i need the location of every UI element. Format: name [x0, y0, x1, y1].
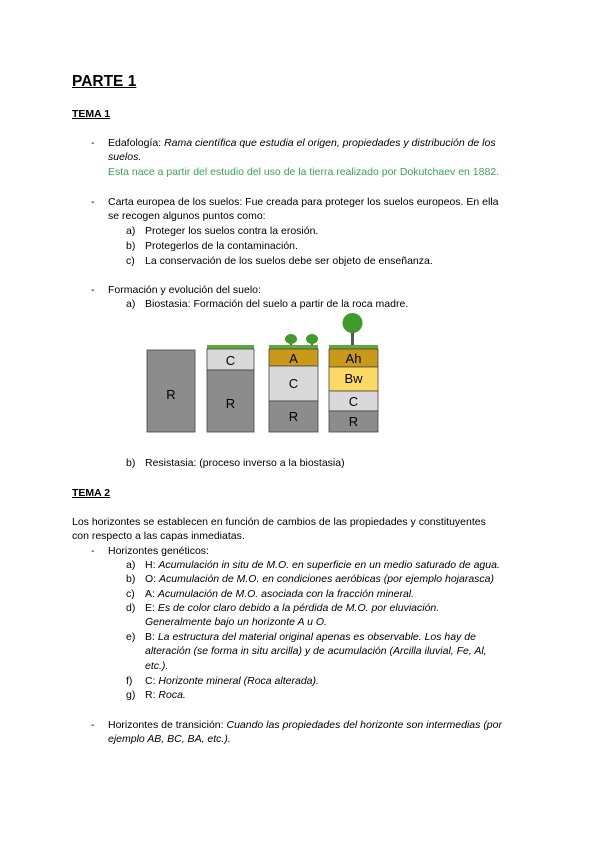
edafologia-definition	[108, 137, 496, 149]
horizon-desc: Acumulación de M.O. asociada con la fracción mineral.	[157, 588, 415, 600]
list-marker: a)	[126, 559, 136, 571]
bullet-dash: -	[91, 196, 95, 208]
list-marker: c)	[126, 255, 135, 267]
carta-line1: Carta europea de los suelos: Fue creada para proteger los suelos europeos. En ella	[108, 196, 499, 208]
list-marker: b)	[126, 240, 136, 252]
transition-def-line1: Cuando las propiedades del horizonte son intermedias (por	[226, 719, 502, 731]
transition-term: Horizontes de transición:	[108, 719, 224, 731]
horizon-label: A	[289, 351, 298, 366]
small-plant-icon	[306, 334, 318, 344]
list-marker: g)	[126, 689, 136, 701]
horizon-label: C	[348, 394, 359, 409]
horizon-label: R	[166, 387, 176, 402]
horizon-head: O:	[145, 573, 157, 585]
edafologia-term: Edafología:	[108, 137, 162, 149]
horizon-desc: Roca.	[158, 689, 186, 701]
grass-strip	[329, 345, 378, 349]
horizon-item-b	[145, 631, 476, 643]
formacion-title: Formación y evolución del suelo:	[108, 284, 261, 296]
horizon-item-a	[145, 588, 414, 600]
horizon-desc: Acumulación in situ de M.O. en superficie en un medio saturado de agua.	[158, 559, 500, 571]
carta-item: Protegerlos de la contaminación.	[145, 240, 298, 252]
transition-horizons	[108, 719, 502, 731]
genetic-horizons-title: Horizontes genéticos:	[108, 545, 209, 557]
grass-strip	[207, 345, 254, 349]
bullet-dash: -	[91, 137, 95, 149]
bullet-dash: -	[91, 545, 95, 557]
edafologia-def-line2: suelos.	[108, 151, 142, 163]
horizon-label: R	[225, 396, 236, 411]
resistasia-item: Resistasia: (proceso inverso a la biostasia)	[145, 457, 345, 469]
horizon-item-o	[145, 573, 494, 585]
horizon-head: R:	[145, 689, 156, 701]
small-plant-icon	[285, 334, 297, 344]
tema1-title: TEMA 1	[72, 108, 111, 120]
horizon-head: A:	[145, 588, 155, 600]
dokutchaev-note: Esta nace a partir del estudio del uso de la tierra realizado por Dokutchaev en 1882.	[108, 166, 500, 178]
horizon-desc: Acumulación de M.O. en condiciones aeróbicas (por ejemplo hojarasca)	[159, 573, 495, 585]
horizon-label: C	[288, 376, 299, 391]
tree-icon	[343, 313, 363, 333]
horizon-label: Bw	[344, 371, 363, 386]
horizon-item-h	[145, 559, 500, 571]
carta-item: Proteger los suelos contra la erosión.	[145, 225, 319, 237]
transition-def-line2: ejemplo AB, BC, BA, etc.).	[108, 733, 231, 745]
bullet-dash: -	[91, 719, 95, 731]
horizon-desc: Horizonte mineral (Roca alterada).	[158, 675, 319, 687]
list-marker: c)	[126, 588, 135, 600]
horizon-item-c	[145, 675, 319, 687]
list-marker: a)	[126, 225, 136, 237]
horizon-head: C:	[145, 675, 156, 687]
horizon-item-e	[145, 602, 439, 614]
horizon-desc: La estructura del material original apenas es observable. Los hay de	[157, 631, 476, 643]
horizon-desc-cont: alteración (se forma in situ arcilla) y de acumulación (Arcilla iluvial, Fe, Al,	[145, 645, 487, 657]
list-marker: f)	[126, 675, 133, 687]
horizon-label: C	[225, 353, 236, 368]
list-marker: e)	[126, 631, 136, 643]
horizon-head: H:	[145, 559, 156, 571]
horizon-desc-cont: etc.).	[145, 660, 169, 672]
tema2-title: TEMA 2	[72, 487, 111, 499]
part-title: PARTE 1	[72, 73, 137, 90]
list-marker: b)	[126, 457, 136, 469]
carta-line2: se recogen algunos puntos como:	[108, 210, 266, 222]
tema2-intro-line1: Los horizontes se establecen en función de cambios de las propiedades y constituyentes	[72, 516, 486, 528]
horizon-head: B:	[145, 631, 155, 643]
soil-profile-diagram	[140, 310, 390, 435]
horizon-head: E:	[145, 602, 155, 614]
biostasia-item: Biostasia: Formación del suelo a partir de la roca madre.	[145, 298, 409, 310]
edafologia-def-line1: Rama científica que estudia el origen, propiedades y distribución de los	[164, 137, 496, 149]
list-marker: d)	[126, 602, 136, 614]
horizon-desc: Es de color claro debido a la pérdida de M.O. por eluviación.	[157, 602, 440, 614]
horizon-label: Ah	[345, 351, 362, 366]
list-marker: a)	[126, 298, 136, 310]
bullet-dash: -	[91, 284, 95, 296]
carta-item: La conservación de los suelos debe ser objeto de enseñanza.	[145, 255, 433, 267]
list-marker: b)	[126, 573, 136, 585]
horizon-label: R	[288, 409, 299, 424]
grass-strip	[269, 345, 318, 349]
tema2-intro-line2: con respecto a las capas inmediatas.	[72, 530, 245, 542]
horizon-label: R	[348, 414, 359, 429]
horizon-item-r	[145, 689, 186, 701]
horizon-desc-cont: Generalmente bajo un horizonte A u O.	[145, 616, 327, 628]
